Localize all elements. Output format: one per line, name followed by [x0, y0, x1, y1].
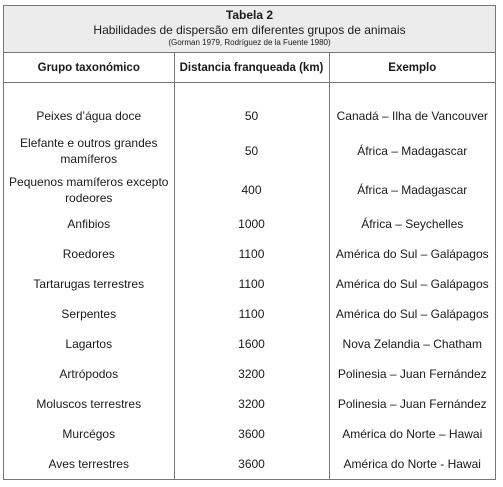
header-row — [4, 53, 495, 83]
header-example: Exemplo — [329, 53, 495, 83]
cell-example: América do Sul – Galápagos — [329, 269, 495, 299]
cell-group: Elefante e outros grandes mamíferos — [20, 135, 158, 166]
cell-group: Peixes d’água doce — [36, 109, 142, 123]
dispersal-table — [4, 53, 495, 479]
header-group: Grupo taxonómico — [4, 53, 174, 83]
cell-group: Artrópodos — [59, 367, 119, 381]
cell-group: Murcégos — [62, 427, 116, 441]
cell-example: Nova Zelandia – Chatham — [329, 329, 495, 359]
cell-distance: 1000 — [174, 209, 329, 239]
table-row — [4, 449, 495, 479]
cell-distance: 50 — [174, 131, 329, 170]
cell-example: Polinesia – Juan Fernández — [329, 389, 495, 419]
cell-distance: 50 — [174, 101, 329, 131]
table-row — [4, 239, 495, 269]
cell-example: América do Norte - Hawai — [329, 449, 495, 479]
table-row — [4, 101, 495, 131]
cell-group: Tartarugas terrestres — [33, 277, 145, 291]
table-container — [3, 5, 496, 480]
table-row — [4, 299, 495, 329]
cell-example: América do Sul – Galápagos — [329, 299, 495, 329]
cell-distance: 3600 — [174, 419, 329, 449]
table-row — [4, 170, 495, 209]
spacer-cell — [329, 83, 495, 102]
cell-group: Moluscos terrestres — [36, 397, 142, 411]
table-row — [4, 389, 495, 419]
table-row — [4, 131, 495, 170]
cell-group: Roedores — [62, 247, 115, 261]
cell-example: África – Madagascar — [329, 131, 495, 170]
cell-example: Canadá – Ilha de Vancouver — [329, 101, 495, 131]
cell-distance: 1600 — [174, 329, 329, 359]
cell-distance: 3600 — [174, 449, 329, 479]
cell-group: Pequenos mamíferos excepto rodeores — [9, 174, 169, 205]
table-title: Tabela 2 — [225, 8, 274, 22]
cell-distance: 3200 — [174, 359, 329, 389]
table-row — [4, 329, 495, 359]
spacer-cell — [4, 83, 174, 102]
table-source: (Gorman 1979, Rodríguez de la Fuente 1980) — [168, 38, 331, 47]
cell-example: América do Sul – Galápagos — [329, 239, 495, 269]
cell-distance: 1100 — [174, 299, 329, 329]
cell-example: África – Madagascar — [329, 170, 495, 209]
cell-group: Anfibios — [67, 217, 111, 231]
spacer-cell — [174, 83, 329, 102]
cell-group: Serpentes — [61, 307, 117, 321]
cell-example: Polinesia – Juan Fernández — [329, 359, 495, 389]
table-row — [4, 269, 495, 299]
table-row — [4, 419, 495, 449]
cell-group: Aves terrestres — [48, 457, 129, 471]
spacer-row — [4, 83, 495, 102]
cell-example: América do Norte – Hawai — [329, 419, 495, 449]
cell-group: Lagartos — [65, 337, 113, 351]
header-distance: Distancia franqueada (km) — [174, 53, 329, 83]
table-row — [4, 359, 495, 389]
cell-distance: 3200 — [174, 389, 329, 419]
cell-distance: 400 — [174, 170, 329, 209]
cell-distance: 1100 — [174, 269, 329, 299]
table-row — [4, 209, 495, 239]
table-caption — [4, 6, 495, 53]
cell-example: África – Seychelles — [329, 209, 495, 239]
table-subtitle: Habilidades de dispersão em diferentes grupos de animais — [93, 23, 406, 37]
cell-distance: 1100 — [174, 239, 329, 269]
